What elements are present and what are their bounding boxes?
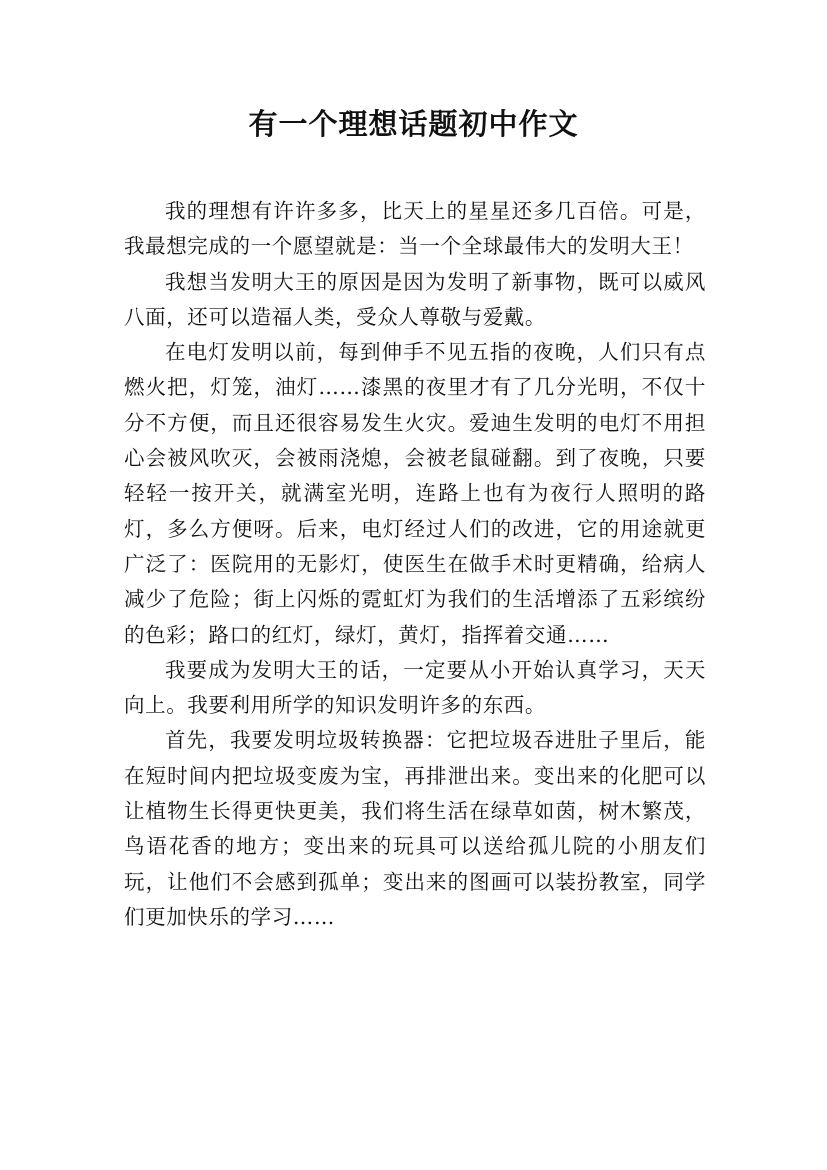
essay-body <box>124 194 706 935</box>
paragraph-4: 我要成为发明大王的话，一定要从小开始认真学习，天天向上。我要利用所学的知识发明许多的东西。 <box>124 657 706 718</box>
paragraph-2: 我想当发明大王的原因是因为发明了新事物，既可以威风八面，还可以造福人类，受众人尊敬与爱戴。 <box>124 269 706 329</box>
paragraph-3: 在电灯发明以前，每到伸手不见五指的夜晚，人们只有点燃火把，灯笼，油灯……漆黑的夜里才有了几分光明，不仅十分不方便，而且还很容易发生火灾。爱迪生发明的电灯不用担心会被风吹灭，会被雨浇熄，会被老鼠碰翻。到了夜晚，只要轻轻一按开关，就满室光明，连路上也有为夜行人照明的路灯，多么方便呀。后来，电灯经过人们的改进，它的用途就更广泛了：医院用的无影灯，使医生在做手术时更精确，给病人减少了危险；街上闪烁的霓虹灯为我们的生活增添了五彩缤纷的色彩；路口的红灯，绿灯，黄灯，指挥着交通…… <box>124 340 706 647</box>
paragraph-5: 首先，我要发明垃圾转换器：它把垃圾吞进肚子里后，能在短时间内把垃圾变废为宝，再排泄出来。变出来的化肥可以让植物生长得更快更美，我们将生活在绿草如茵，树木繁茂，鸟语花香的地方；变出来的玩具可以送给孤儿院的小朋友们玩，让他们不会感到孤单；变出来的图画可以装扮教室，同学们更加快乐的学习…… <box>124 728 706 929</box>
paragraph-1: 我的理想有许许多多，比天上的星星还多几百倍。可是，我最想完成的一个愿望就是：当一个全球最伟大的发明大王！ <box>124 199 706 259</box>
document-title: 有一个理想话题初中作文 <box>248 107 579 141</box>
